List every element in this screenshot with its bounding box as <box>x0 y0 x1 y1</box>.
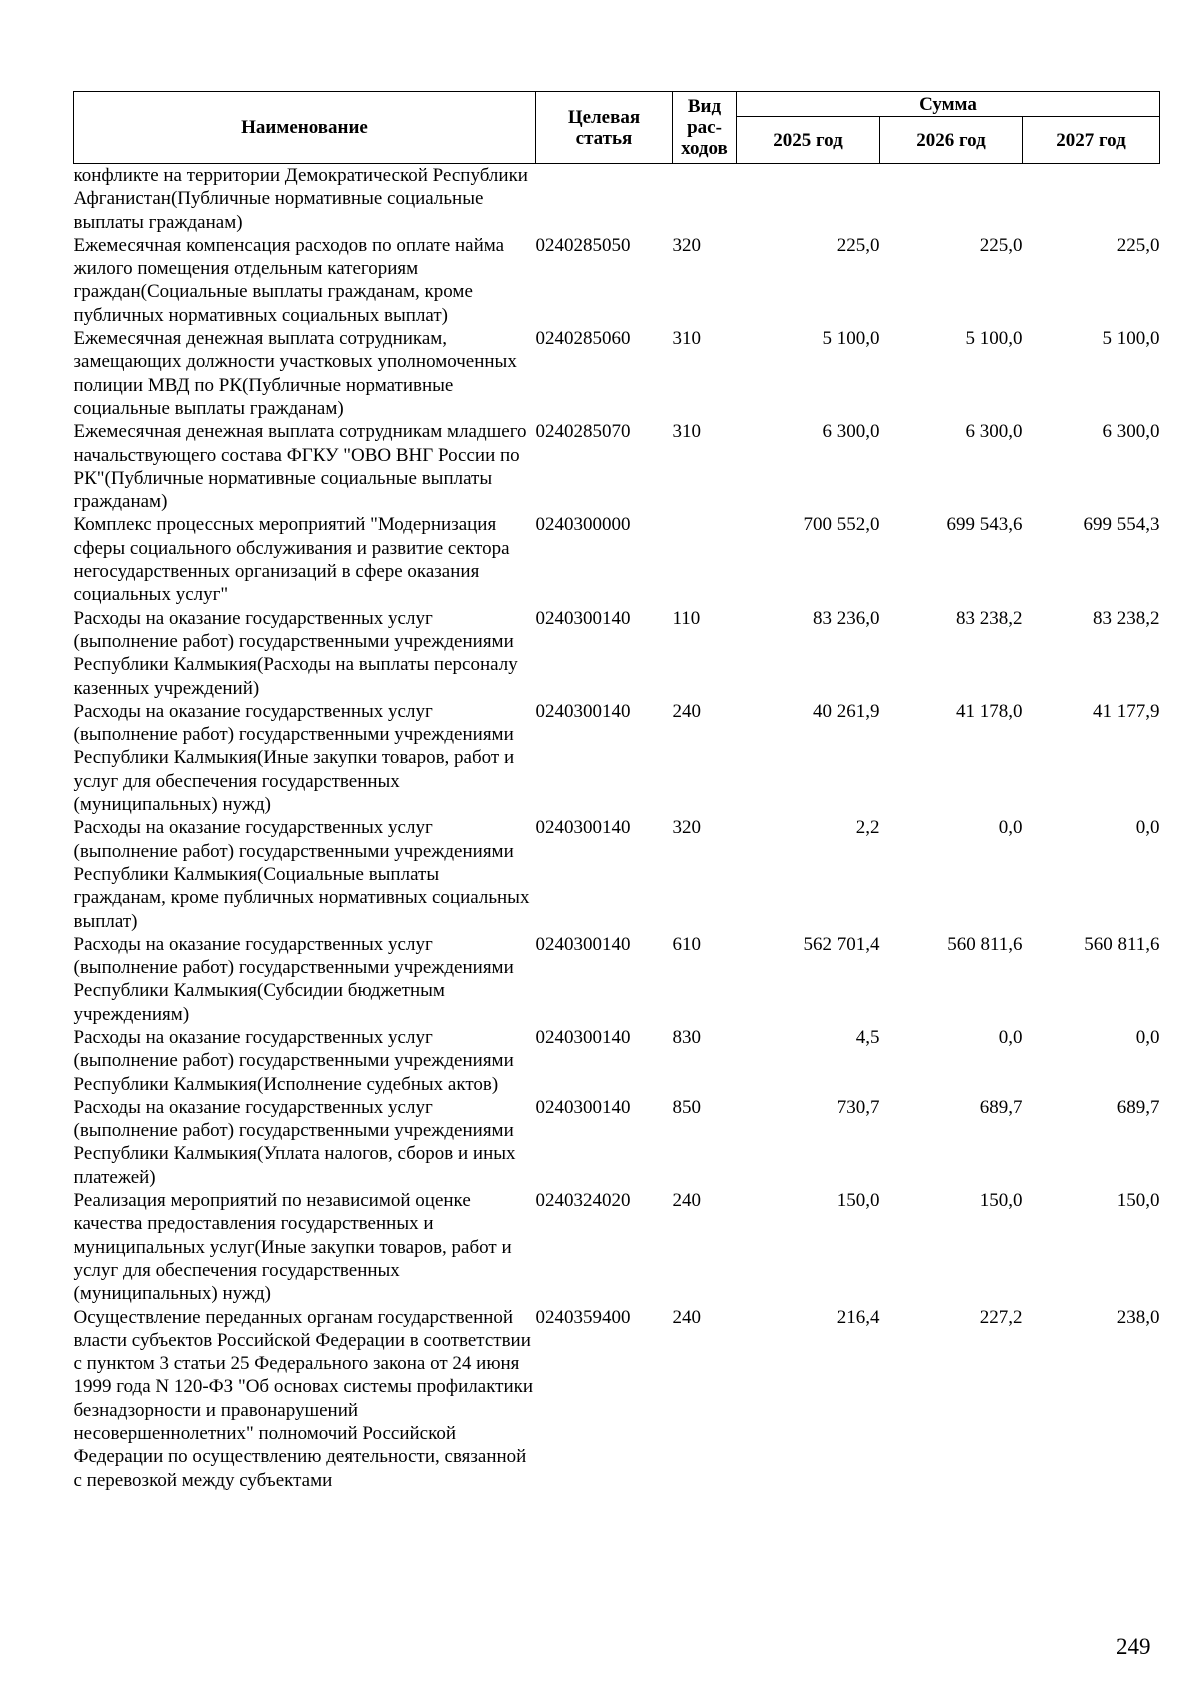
header-name: Наименование <box>74 92 536 164</box>
row-sum-2025: 150,0 <box>836 1190 880 1212</box>
table-row <box>74 700 1160 816</box>
row-target-article: 0240300000 <box>535 514 631 536</box>
row-sum-2027: 699 554,3 <box>1083 514 1160 536</box>
row-name: Реализация мероприятий по независимой оценке качества предоставления государственных и муниципальных услуг(Иные закупки товаров, работ и услуг для обеспечения государственных (муниципальных) нужд) <box>73 1190 512 1305</box>
row-expense-kind: 240 <box>672 700 701 722</box>
row-sum-2027: 689,7 <box>1116 1096 1160 1118</box>
row-sum-2026: 560 811,6 <box>947 933 1023 955</box>
row-expense-kind: 240 <box>672 1306 701 1328</box>
row-sum-2025: 730,7 <box>836 1096 880 1118</box>
row-expense-kind: 240 <box>672 1190 701 1212</box>
row-name: Расходы на оказание государственных услуг (выполнение работ) государственными учреждениями Республики Калмыкия(Социальные выплаты гражданам, кроме публичных нормативных социальных выплат) <box>73 817 530 932</box>
row-name: Ежемесячная денежная выплата сотрудникам, замещающих должности участковых уполномоченных полиции МВД по РК(Публичные нормативные социальные выплаты гражданам) <box>73 328 517 419</box>
table-row <box>74 816 1160 932</box>
row-sum-2026: 6 300,0 <box>965 421 1023 443</box>
row-sum-2026: 689,7 <box>979 1096 1023 1118</box>
row-target-article: 0240324020 <box>535 1190 631 1212</box>
row-sum-2025: 562 701,4 <box>803 933 880 955</box>
row-expense-kind: 310 <box>672 328 701 350</box>
row-sum-2027: 150,0 <box>1116 1190 1160 1212</box>
row-sum-2025: 4,5 <box>855 1026 880 1048</box>
row-sum-2026 <box>880 164 1023 234</box>
row-target-article: 0240300140 <box>535 700 631 722</box>
row-target-article: 0240300140 <box>535 817 631 839</box>
table-row <box>74 933 1160 1026</box>
row-target-article: 0240285050 <box>535 234 631 256</box>
table-row <box>74 420 1160 513</box>
table-row <box>74 1096 1160 1189</box>
row-expense-kind: 310 <box>672 421 701 443</box>
row-sum-2025: 83 236,0 <box>813 607 880 629</box>
row-sum-2027: 83 238,2 <box>1093 607 1160 629</box>
header-target-article: Целевая статья <box>536 92 673 164</box>
row-sum-2026: 41 178,0 <box>956 700 1023 722</box>
row-name: Ежемесячная денежная выплата сотрудникам младшего начальствующего состава ФГКУ "ОВО ВНГ России по РК"(Публичные нормативные социальные выплаты гражданам) <box>73 421 527 513</box>
row-sum-2025: 700 552,0 <box>803 514 880 536</box>
row-sum-2026: 225,0 <box>979 234 1023 256</box>
row-sum-2027: 225,0 <box>1116 234 1160 256</box>
row-sum-2025: 225,0 <box>836 234 880 256</box>
table-row <box>74 234 1160 327</box>
table-row <box>74 327 1160 420</box>
row-expense-kind: 110 <box>672 607 701 629</box>
header-expense-kind: Вид рас-ходов <box>673 92 737 164</box>
row-sum-2027: 41 177,9 <box>1093 700 1160 722</box>
row-target-article: 0240300140 <box>535 933 631 955</box>
table-row <box>74 513 1160 606</box>
row-name: Расходы на оказание государственных услуг (выполнение работ) государственными учреждениями Республики Калмыкия(Уплата налогов, сборов и иных платежей) <box>73 1096 516 1188</box>
row-sum-2027: 6 300,0 <box>1102 421 1160 443</box>
header-year-2025: 2025 год <box>737 117 880 164</box>
row-expense-kind <box>673 164 737 234</box>
row-expense-kind: 850 <box>672 1096 701 1118</box>
table-row <box>74 1189 1160 1305</box>
row-sum-2027: 0,0 <box>1135 817 1160 839</box>
row-expense-kind: 610 <box>672 933 701 955</box>
table-row <box>74 607 1160 700</box>
row-sum-2026: 83 238,2 <box>956 607 1023 629</box>
row-target-article: 0240300140 <box>535 607 631 629</box>
row-sum-2025: 216,4 <box>836 1306 880 1328</box>
row-target-article: 0240285060 <box>535 328 631 350</box>
row-sum-2026: 699 543,6 <box>946 514 1023 536</box>
row-sum-2027: 5 100,0 <box>1102 328 1160 350</box>
row-target-article: 0240300140 <box>535 1096 631 1118</box>
page-number: 249 <box>1116 1634 1151 1659</box>
row-target-article: 0240300140 <box>535 1026 631 1048</box>
row-sum-2026: 0,0 <box>998 817 1023 839</box>
row-sum-2025: 2,2 <box>855 817 880 839</box>
row-name: Ежемесячная компенсация расходов по оплате найма жилого помещения отдельным категориям граждан(Социальные выплаты гражданам, кроме публичных нормативных социальных выплат) <box>73 234 505 326</box>
row-target-article: 0240359400 <box>535 1306 631 1328</box>
row-name: Расходы на оказание государственных услуг (выполнение работ) государственными учреждениями Республики Калмыкия(Исполнение судебных актов) <box>73 1026 514 1095</box>
row-sum-2027: 0,0 <box>1135 1026 1160 1048</box>
table-header <box>74 92 1160 164</box>
row-name: Комплекс процессных мероприятий "Модернизация сферы социального обслуживания и развитие сектора негосударственных организаций в сфере оказания социальных услуг" <box>73 514 510 606</box>
table-row <box>74 1306 1160 1492</box>
row-expense-kind: 320 <box>672 234 701 256</box>
table-body <box>74 164 1160 1492</box>
row-sum-2026: 227,2 <box>979 1306 1023 1328</box>
row-sum-2025: 6 300,0 <box>822 421 880 443</box>
row-sum-2025: 40 261,9 <box>813 700 880 722</box>
row-sum-2027 <box>1023 164 1160 234</box>
row-sum-2027: 238,0 <box>1116 1306 1160 1328</box>
row-name: Расходы на оказание государственных услуг (выполнение работ) государственными учреждениями Республики Калмыкия(Субсидии бюджетным учреждениям) <box>73 933 514 1025</box>
row-target-article <box>536 164 673 234</box>
row-sum-2026: 5 100,0 <box>965 328 1023 350</box>
row-sum-2026: 0,0 <box>998 1026 1023 1048</box>
row-expense-kind <box>673 513 737 606</box>
row-name: Расходы на оказание государственных услуг (выполнение работ) государственными учреждениями Республики Калмыкия(Расходы на выплаты персоналу казенных учреждений) <box>73 607 518 699</box>
table-row <box>74 164 1160 234</box>
row-sum-2027: 560 811,6 <box>1084 933 1160 955</box>
row-sum-2025 <box>737 164 880 234</box>
table-row <box>74 1026 1160 1096</box>
row-expense-kind: 830 <box>672 1026 701 1048</box>
row-name: конфликте на территории Демократической Республики Афганистан(Публичные нормативные социальные выплаты гражданам) <box>73 165 528 233</box>
header-year-2026: 2026 год <box>880 117 1023 164</box>
row-expense-kind: 320 <box>672 817 701 839</box>
row-target-article: 0240285070 <box>535 421 631 443</box>
row-name: Расходы на оказание государственных услуг (выполнение работ) государственными учреждениями Республики Калмыкия(Иные закупки товаров, работ и услуг для обеспечения государственных (муниципальных) нужд) <box>73 700 515 816</box>
budget-table <box>73 91 1160 1492</box>
row-sum-2025: 5 100,0 <box>822 328 880 350</box>
row-name: Осуществление переданных органам государственной власти субъектов Российской Федерации в соответствии с пунктом 3 статьи 25 Федерального закона от 24 июня 1999 года N 120-ФЗ "Об основах системы профилактики безнадзорности и правонарушений несовершеннолетних" полномочий Российской Федерации по осуществлению деятельности, связанной с перевозкой между субъектами <box>73 1306 534 1491</box>
header-sum: Сумма <box>737 92 1160 117</box>
row-sum-2026: 150,0 <box>979 1190 1023 1212</box>
header-year-2027: 2027 год <box>1023 117 1160 164</box>
